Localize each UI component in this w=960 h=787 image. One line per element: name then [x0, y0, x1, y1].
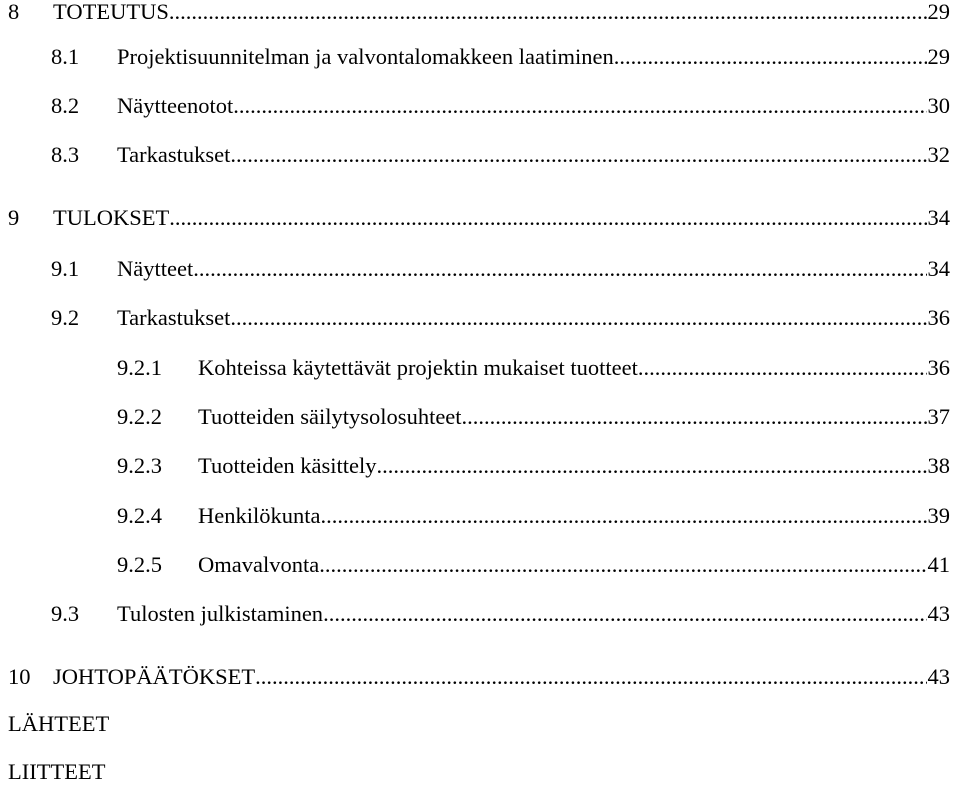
toc-entry-9-2-2[interactable]	[117, 402, 950, 432]
toc-entry-9-2-4[interactable]	[117, 501, 950, 531]
toc-number: 9.2.4	[117, 503, 162, 528]
toc-entry-8-1[interactable]	[51, 42, 950, 72]
toc-entry-line	[198, 402, 950, 432]
toc-entry-line	[117, 303, 950, 333]
toc-page-number: 30	[927, 93, 950, 118]
toc-title: TULOKSET	[53, 205, 170, 230]
toc-title: Tulosten julkistaminen	[117, 601, 324, 626]
dot-leader	[255, 662, 926, 692]
dot-leader	[233, 91, 926, 121]
toc-title: Omavalvonta	[198, 552, 320, 577]
toc-entry-line	[117, 599, 950, 629]
toc-number: 9.2.3	[117, 453, 162, 478]
toc-number: 8.3	[51, 142, 80, 167]
dot-leader	[323, 599, 926, 629]
toc-page-number: 29	[927, 44, 950, 69]
toc-page-number: 34	[927, 256, 950, 281]
toc-entry-line	[198, 451, 950, 481]
toc-page-number: 38	[927, 453, 950, 478]
dot-leader	[462, 402, 927, 432]
toc-title: Tuotteiden säilytysolosuhteet	[198, 404, 462, 429]
toc-number: 9	[8, 205, 20, 230]
dot-leader	[230, 303, 926, 333]
dot-leader	[638, 353, 927, 383]
toc-title: Näytteet	[117, 256, 194, 281]
toc-number: 8.1	[51, 44, 80, 69]
toc-entry-line	[117, 42, 950, 72]
toc-title: JOHTOPÄÄTÖKSET	[53, 664, 256, 689]
toc-entry-9[interactable]	[8, 203, 950, 233]
toc-title: Projektisuunnitelman ja valvontalomakkeen laatiminen	[117, 44, 614, 69]
toc-entry-9-2-3[interactable]	[117, 451, 950, 481]
toc-entry-10[interactable]	[8, 662, 950, 692]
toc-title: Tarkastukset	[117, 142, 231, 167]
toc-title: Kohteissa käytettävät projektin mukaiset tuotteet	[198, 355, 638, 380]
toc-entry-liitteet[interactable]	[8, 757, 950, 787]
toc-title: Tuotteiden käsittely	[198, 453, 377, 478]
toc-number: 9.1	[51, 256, 80, 281]
toc-entry-8-3[interactable]	[51, 140, 950, 170]
dot-leader	[614, 42, 927, 72]
toc-entry-line	[198, 550, 950, 580]
toc-entry-line	[53, 203, 950, 233]
toc-page-number: 36	[927, 305, 950, 330]
toc-page-number: 32	[927, 142, 950, 167]
toc-entry-line	[198, 353, 950, 383]
toc-number: 9.2.1	[117, 355, 162, 380]
toc-entry-line	[117, 91, 950, 121]
dot-leader	[169, 203, 926, 233]
toc-entry-9-1[interactable]	[51, 254, 950, 284]
toc-title: LIITTEET	[8, 759, 106, 784]
toc-entry-line	[53, 0, 950, 27]
toc-page-number: 29	[927, 0, 950, 24]
toc-title: Tarkastukset	[117, 305, 231, 330]
toc-title: Näytteenotot	[117, 93, 234, 118]
dot-leader	[319, 550, 926, 580]
dot-leader	[320, 501, 926, 531]
toc-entry-8[interactable]	[8, 0, 950, 27]
dot-leader	[230, 140, 926, 170]
toc-number: 9.2	[51, 305, 80, 330]
toc-entry-line	[117, 140, 950, 170]
toc-page-number: 34	[927, 205, 950, 230]
toc-entry-9-3[interactable]	[51, 599, 950, 629]
toc-page-number: 41	[927, 552, 950, 577]
toc-entry-lahteet[interactable]	[8, 709, 950, 739]
toc-number: 8.2	[51, 93, 80, 118]
toc-number: 10	[8, 664, 31, 689]
toc-number: 9.2.2	[117, 404, 162, 429]
toc-title: TOTEUTUS	[53, 0, 169, 24]
toc-page-number: 39	[927, 503, 950, 528]
toc-number: 9.2.5	[117, 552, 162, 577]
toc-number: 9.3	[51, 601, 80, 626]
toc-entry-line	[53, 662, 950, 692]
toc-page-number: 43	[927, 664, 950, 689]
toc-page-number: 37	[927, 404, 950, 429]
toc-entry-9-2-1[interactable]	[117, 353, 950, 383]
toc-number: 8	[8, 0, 20, 24]
dot-leader	[377, 451, 927, 481]
toc-entry-line	[117, 254, 950, 284]
toc-title: Henkilökunta	[198, 503, 321, 528]
toc-title: LÄHTEET	[8, 711, 110, 736]
toc-page-number: 36	[927, 355, 950, 380]
toc-page-number: 43	[927, 601, 950, 626]
dot-leader	[169, 0, 927, 27]
toc-entry-9-2[interactable]	[51, 303, 950, 333]
dot-leader	[193, 254, 926, 284]
toc-entry-8-2[interactable]	[51, 91, 950, 121]
toc-entry-9-2-5[interactable]	[117, 550, 950, 580]
toc-entry-line	[198, 501, 950, 531]
